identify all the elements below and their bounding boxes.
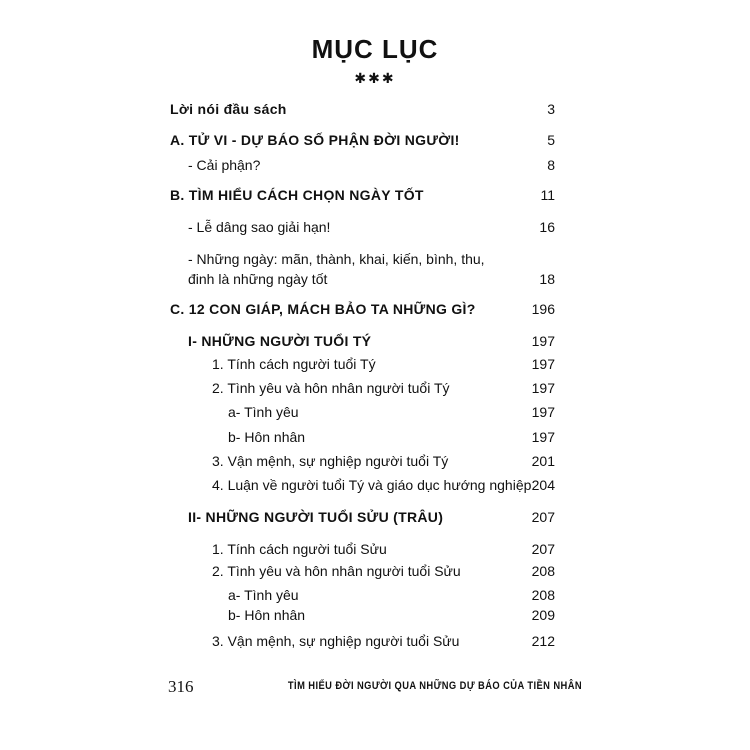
toc-entry-page: 208 xyxy=(531,587,555,603)
toc-entry-page: 197 xyxy=(531,429,555,445)
toc-entry-page: 3 xyxy=(547,101,555,117)
toc-entry-page: 204 xyxy=(531,477,555,493)
toc-entry-label: 1. Tính cách người tuổi Tý xyxy=(212,356,376,372)
toc-entry-page: 197 xyxy=(531,380,555,396)
toc-entry-label: - Cải phận? xyxy=(188,157,261,173)
footer-page-number: 316 xyxy=(168,677,194,696)
toc-entry-page: 18 xyxy=(539,271,555,287)
toc-entry-page: 5 xyxy=(547,132,555,148)
toc-entry-label: B. TÌM HIỂU CÁCH CHỌN NGÀY TỐT xyxy=(170,187,424,203)
toc-entry-label: C. 12 CON GIÁP, MÁCH BẢO TA NHỮNG GÌ? xyxy=(170,301,476,317)
title-ornament: ✱✱✱ xyxy=(354,70,396,86)
toc-entry-page: 212 xyxy=(531,633,555,649)
page-title: MỤC LỤC xyxy=(311,34,439,64)
toc-entry-page: 207 xyxy=(531,541,555,557)
toc-entry-page: 197 xyxy=(531,356,555,372)
toc-entry-page: 197 xyxy=(531,333,555,349)
toc-entry-label: 3. Vận mệnh, sự nghiệp người tuổi Tý xyxy=(212,453,449,469)
toc-entry-label: 4. Luận về người tuổi Tý và giáo dục hướng nghiệp xyxy=(212,477,532,493)
toc-entry-label: 1. Tính cách người tuổi Sửu xyxy=(212,541,387,557)
toc-entry-page: 207 xyxy=(531,509,555,525)
toc-entry-page: 197 xyxy=(531,404,555,420)
footer-running-title: TÌM HIỂU ĐỜI NGƯỜI QUA NHỮNG DỰ BÁO CỦA TIỀN NHÂN xyxy=(287,680,582,692)
toc-entry-page: 16 xyxy=(539,219,555,235)
toc-entry-page: 8 xyxy=(547,157,555,173)
toc-entry-label: 3. Vận mệnh, sự nghiệp người tuổi Sửu xyxy=(212,633,460,649)
toc-entry-page: 11 xyxy=(540,187,555,203)
toc-entry-label: Lời nói đầu sách xyxy=(170,101,287,117)
toc-entry-label: b- Hôn nhân xyxy=(228,429,306,445)
toc-entry-label: A. TỬ VI - DỰ BÁO SỐ PHẬN ĐỜI NGƯỜI! xyxy=(170,132,460,148)
toc-entry-label: - Những ngày: mãn, thành, khai, kiến, bình, thu, xyxy=(188,251,485,267)
toc-entry-page: 201 xyxy=(531,453,555,469)
toc-entry-label: a- Tình yêu xyxy=(228,404,299,420)
toc-entry-page: 196 xyxy=(531,301,555,317)
toc-entry-page: 209 xyxy=(531,607,555,623)
toc-entry-label: a- Tình yêu xyxy=(228,587,299,603)
toc-entry-label: - Lễ dâng sao giải hạn! xyxy=(188,219,331,235)
toc-entry-page: 208 xyxy=(531,563,555,579)
toc-entry-label: I- NHỮNG NGƯỜI TUỔI TÝ xyxy=(188,333,372,349)
toc-entry-label: 2. Tình yêu và hôn nhân người tuổi Tý xyxy=(212,380,450,396)
toc-entry-label: đinh là những ngày tốt xyxy=(188,271,328,287)
toc-entry-label: II- NHỮNG NGƯỜI TUỔI SỬU (TRÂU) xyxy=(188,509,444,525)
toc-entry-label: b- Hôn nhân xyxy=(228,607,306,623)
toc-entry-label: 2. Tình yêu và hôn nhân người tuổi Sửu xyxy=(212,563,461,579)
